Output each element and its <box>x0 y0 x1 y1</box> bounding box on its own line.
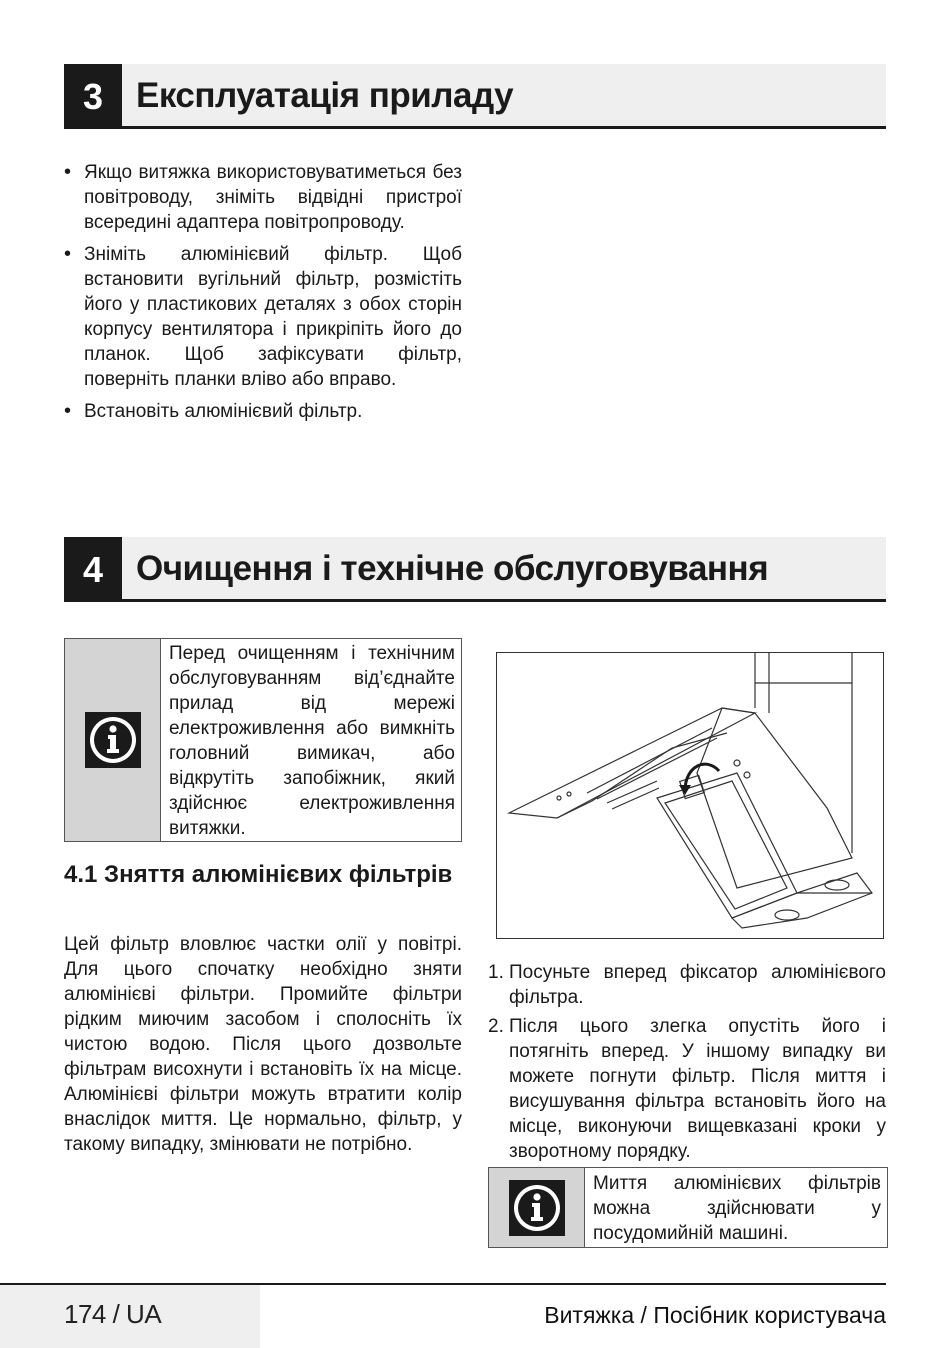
note-icon-cell <box>489 1168 585 1247</box>
info-icon <box>85 712 141 768</box>
note-icon-cell <box>65 639 161 841</box>
page-number: 174 / UA <box>64 1299 162 1329</box>
footer-document-title: Витяжка / Посібник користувача <box>544 1302 886 1328</box>
range-hood-drawing <box>497 653 883 938</box>
filter-steps-list <box>488 960 886 1168</box>
safety-info-note <box>64 638 462 842</box>
bullet-item: • Встановіть алюмінієвий фільтр. <box>64 399 462 424</box>
bullet-item: • Якщо витяжка використовуватиметься без повітроводу, зніміть відвідні пристрої всередині адаптера повітропроводу. <box>64 160 462 235</box>
note-text: Миття алюмінієвих фільтрів можна здійснювати у посудомийній машині. <box>593 1173 881 1244</box>
section-3-header <box>64 64 886 129</box>
info-icon <box>509 1180 565 1236</box>
section-4-header <box>64 537 886 602</box>
step-text: Після цього злегка опустіть його і потягніть вперед. У іншому випадку ви можете погнути фільтр. Після миття і висушування фільтра встановіть його на місце, виконуючи вищевказані кроки у зворотному порядку. <box>509 1016 886 1162</box>
bullet-item: • Зніміть алюмінієвий фільтр. Щоб встановити вугільний фільтр, розмістіть його у пластикових деталях з обох сторін корпусу вентилятора і прикріпіть його до планок. Щоб зафіксувати фільтр, поверніть планки вліво або вправо. <box>64 242 462 392</box>
subsection-title: 4.1 Зняття алюмінієвих фільтрів <box>64 861 453 888</box>
section-number: 3 <box>64 64 122 129</box>
step-item <box>488 960 886 1010</box>
filter-paragraph: Цей фільтр вловлює частки олії у повітрі. Для цього спочатку необхідно зняти алюмінієві фільтри. Промийте фільтри рідким миючим засобом і сполосніть їх чистою водою. Після цього дозвольте фільтрам висохнути і встановіть їх на місце. Алюмінієві фільтри можуть втратити колір внаслідок миття. Це нормально, фільтр, у такому випадку, змінювати не потрібно. <box>64 934 462 1155</box>
step-text: Посуньте вперед фіксатор алюмінієвого фільтра. <box>509 962 886 1008</box>
step-number: 1. <box>488 962 504 983</box>
operation-bullet-list <box>64 160 462 431</box>
filter-removal-illustration <box>496 652 884 939</box>
step-number: 2. <box>488 1016 504 1037</box>
section-number: 4 <box>64 537 122 602</box>
section-title: Експлуатація приладу <box>136 76 514 115</box>
section-title: Очищення і технічне обслуговування <box>136 549 769 588</box>
dishwasher-info-note <box>488 1167 888 1248</box>
note-text: Перед очищенням і технічним обслуговуванням від’єднайте прилад від мережі електроживлення або вимкніть головний вимикач, або відкрутіть запобіжник, який здійснює електроживлення витяжки. <box>169 643 455 839</box>
step-item <box>488 1014 886 1164</box>
